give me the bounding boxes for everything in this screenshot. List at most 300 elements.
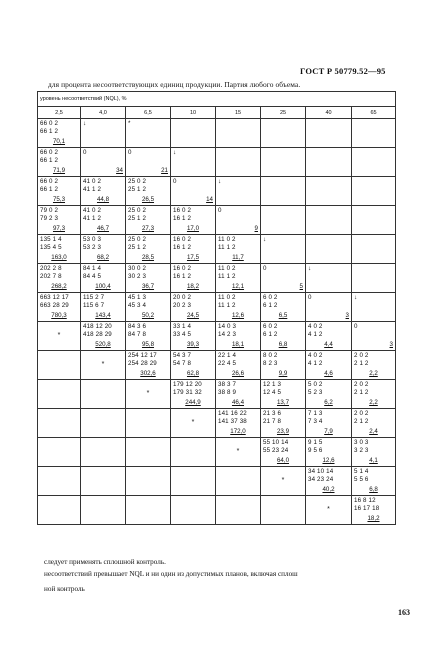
plan-line: 45 1 3 bbox=[128, 294, 147, 301]
lot-size-value: 100,4 bbox=[95, 283, 111, 290]
table-cell bbox=[38, 293, 81, 322]
lot-size-value: 50,2 bbox=[141, 312, 155, 319]
plan-line: 84 4 5 bbox=[83, 273, 102, 280]
lot-size-value: 46,7 bbox=[96, 225, 110, 232]
plan-line: 79 0 2 bbox=[40, 207, 59, 214]
table-cell bbox=[38, 322, 81, 351]
table-cell bbox=[38, 380, 81, 409]
table-cell bbox=[126, 293, 171, 322]
plan-line: 38 8 9 bbox=[218, 389, 237, 396]
lot-size-value: 9,9 bbox=[278, 370, 288, 377]
lot-size-value: 143,4 bbox=[95, 312, 111, 319]
lot-size-value: 11,7 bbox=[232, 254, 244, 261]
table-row bbox=[38, 119, 396, 148]
plan-line: 53 0 3 bbox=[83, 236, 102, 243]
table-cell bbox=[38, 438, 81, 467]
table-cell bbox=[126, 496, 171, 525]
table-cell bbox=[261, 496, 306, 525]
table-row bbox=[38, 380, 396, 409]
lot-size-value: 95,8 bbox=[141, 341, 155, 348]
table-cell bbox=[261, 322, 306, 351]
plan-line: 66 0 2 bbox=[40, 149, 59, 156]
cell-marker: * bbox=[146, 390, 150, 397]
table-cell bbox=[171, 467, 216, 496]
plan-line: 254 12 17 bbox=[128, 352, 157, 359]
plan-line: 0 bbox=[263, 265, 267, 272]
table-cell bbox=[261, 409, 306, 438]
plan-line: 54 7 8 bbox=[173, 360, 192, 367]
table-cell bbox=[216, 380, 261, 409]
plan-line: 0 bbox=[354, 323, 358, 330]
table-cell bbox=[306, 264, 352, 293]
lot-size-value: 4,4 bbox=[324, 341, 333, 348]
plan-line: 16 0 2 bbox=[173, 207, 192, 214]
plan-line: ↓ bbox=[173, 149, 177, 156]
plan-line: 8 0 2 bbox=[263, 352, 278, 359]
column-header: 65 bbox=[352, 107, 396, 119]
table-cell bbox=[261, 293, 306, 322]
column-header: 2,5 bbox=[38, 107, 81, 119]
lot-size-value: 12,6 bbox=[231, 312, 245, 319]
plan-line: 34 23 24 bbox=[308, 476, 334, 483]
table-cell bbox=[352, 351, 396, 380]
lot-size-value: 18,2 bbox=[186, 283, 200, 290]
table-cell bbox=[126, 206, 171, 235]
lot-size-value: 17,0 bbox=[186, 225, 200, 232]
table-cell bbox=[352, 409, 396, 438]
lot-size-value: 13,7 bbox=[276, 399, 290, 406]
table-cell bbox=[306, 206, 352, 235]
plan-line: 55 23 24 bbox=[263, 447, 289, 454]
plan-line: 2 0 2 bbox=[354, 381, 369, 388]
table-cell bbox=[261, 467, 306, 496]
plan-line: 12 1 3 bbox=[263, 381, 282, 388]
lot-size-value: 21 bbox=[161, 167, 168, 174]
plan-line: 38 3 7 bbox=[218, 381, 237, 388]
plan-line: 22 1 4 bbox=[218, 352, 237, 359]
table-cell bbox=[81, 438, 126, 467]
table-cell bbox=[261, 235, 306, 264]
plan-line: 33 1 4 bbox=[173, 323, 192, 330]
plan-line: 115 2 7 bbox=[83, 294, 105, 301]
table-cell bbox=[81, 496, 126, 525]
lot-size-value: 26,5 bbox=[141, 196, 155, 203]
table-cell bbox=[352, 119, 396, 148]
plan-line: 21 3 6 bbox=[263, 410, 282, 417]
plan-line: 11 0 2 bbox=[218, 236, 236, 243]
lot-size-value: 46,4 bbox=[231, 399, 245, 406]
table-cell bbox=[38, 235, 81, 264]
table-cell bbox=[306, 293, 352, 322]
lot-size-value: 68,2 bbox=[96, 254, 110, 261]
plan-line: 25 0 2 bbox=[128, 236, 147, 243]
plan-line: 16 0 2 bbox=[173, 265, 192, 272]
table-cell bbox=[352, 438, 396, 467]
table-cell bbox=[306, 409, 352, 438]
table-cell bbox=[38, 264, 81, 293]
plan-line: 25 0 2 bbox=[128, 207, 147, 214]
column-header: 6,5 bbox=[126, 107, 171, 119]
table-cell bbox=[306, 235, 352, 264]
table-cell bbox=[306, 380, 352, 409]
plan-line: 11 1 2 bbox=[218, 273, 236, 280]
lot-size-value: 9 bbox=[254, 225, 258, 232]
lot-size-value: 70,1 bbox=[52, 138, 66, 145]
plan-line: 135 4 5 bbox=[40, 244, 62, 251]
table-cell bbox=[306, 438, 352, 467]
column-header: 25 bbox=[261, 107, 306, 119]
plan-line: 33 4 5 bbox=[173, 331, 192, 338]
plan-line: 9 1 5 bbox=[308, 439, 323, 446]
table-cell bbox=[126, 380, 171, 409]
table-cell bbox=[171, 351, 216, 380]
lot-size-value: 14 bbox=[206, 196, 213, 203]
plan-line: 179 31 32 bbox=[173, 389, 202, 396]
table-cell bbox=[352, 148, 396, 177]
plan-line: 11 0 2 bbox=[218, 294, 236, 301]
plan-line: 4 1 2 bbox=[308, 360, 323, 367]
lot-size-value: 520,8 bbox=[95, 341, 111, 348]
table-cell bbox=[171, 206, 216, 235]
plan-line: 41 0 2 bbox=[83, 207, 102, 214]
plan-line: 115 6 7 bbox=[83, 302, 105, 309]
plan-line: 54 3 7 bbox=[173, 352, 192, 359]
table-cell bbox=[126, 351, 171, 380]
table-cell bbox=[352, 235, 396, 264]
plan-line: 2 0 2 bbox=[354, 352, 369, 359]
table-cell bbox=[81, 351, 126, 380]
plan-line: 25 1 2 bbox=[128, 215, 147, 222]
cell-marker: * bbox=[281, 477, 285, 484]
plan-line: 25 1 2 bbox=[128, 186, 147, 193]
table-cell bbox=[216, 264, 261, 293]
table-cell bbox=[38, 496, 81, 525]
table-cell bbox=[261, 119, 306, 148]
plan-line: 9 5 6 bbox=[308, 447, 323, 454]
table-cell bbox=[38, 409, 81, 438]
plan-line: 418 28 29 bbox=[83, 331, 112, 338]
plan-line: 20 2 3 bbox=[173, 302, 192, 309]
table-cell bbox=[216, 206, 261, 235]
plan-line: 2 1 2 bbox=[354, 418, 369, 425]
table-row bbox=[38, 351, 396, 380]
lot-size-value: 34 bbox=[116, 167, 123, 174]
table-cell bbox=[352, 206, 396, 235]
plan-line: * bbox=[128, 120, 131, 127]
plan-line: 254 28 29 bbox=[128, 360, 157, 367]
table-caption: для процента несоответствующих единиц продукции. Партия любого объема. bbox=[48, 80, 301, 89]
lot-size-value: 23,9 bbox=[276, 428, 290, 435]
plan-line: 135 1 4 bbox=[40, 236, 62, 243]
plan-line: 663 12 17 bbox=[40, 294, 69, 301]
table-cell bbox=[306, 467, 352, 496]
lot-size-value: 27,3 bbox=[141, 225, 155, 232]
table-cell bbox=[126, 438, 171, 467]
table-cell bbox=[171, 119, 216, 148]
table-row bbox=[38, 235, 396, 264]
table-cell bbox=[171, 496, 216, 525]
lot-size-value: 18,2 bbox=[367, 515, 380, 522]
plan-line: 0 bbox=[128, 149, 132, 156]
lot-size-value: 26,6 bbox=[231, 370, 245, 377]
table-cell bbox=[306, 119, 352, 148]
plan-line: 16 1 2 bbox=[173, 273, 192, 280]
table-cell bbox=[352, 293, 396, 322]
lot-size-value: 97,3 bbox=[52, 225, 66, 232]
plan-line: ↓ bbox=[263, 236, 267, 243]
lot-size-value: 3 bbox=[389, 341, 393, 348]
table-row bbox=[38, 177, 396, 206]
table-cell bbox=[126, 409, 171, 438]
lot-size-value: 4,1 bbox=[369, 457, 378, 464]
table-cell bbox=[171, 322, 216, 351]
table-cell bbox=[352, 380, 396, 409]
lot-size-value: 39,3 bbox=[186, 341, 200, 348]
cell-marker: * bbox=[191, 419, 195, 426]
cell-marker: * bbox=[327, 506, 330, 513]
plan-line: 0 bbox=[218, 207, 222, 214]
lot-size-value: 6,5 bbox=[278, 312, 288, 319]
lot-size-value: 3 bbox=[345, 312, 349, 319]
table-cell bbox=[81, 380, 126, 409]
plan-line: 0 bbox=[83, 149, 87, 156]
standard-title: ГОСТ Р 50779.52—95 bbox=[300, 66, 386, 76]
plan-line: 6 0 2 bbox=[263, 294, 278, 301]
table-cell bbox=[81, 206, 126, 235]
table-cell bbox=[126, 235, 171, 264]
lot-size-value: 7,9 bbox=[324, 428, 333, 435]
plan-line: 7 1 3 bbox=[308, 410, 323, 417]
lot-size-value: 268,2 bbox=[51, 283, 67, 290]
plan-line: 11 0 2 bbox=[218, 265, 236, 272]
plan-line: 66 0 2 bbox=[40, 120, 59, 127]
plan-line: 5 0 2 bbox=[308, 381, 323, 388]
plan-line: 66 1 2 bbox=[40, 157, 59, 164]
plan-line: 6 0 2 bbox=[263, 323, 278, 330]
plan-line: ↓ bbox=[218, 178, 222, 185]
plan-line: 2 1 2 bbox=[354, 389, 369, 396]
plan-line: 11 1 2 bbox=[218, 302, 236, 309]
table-cell bbox=[126, 322, 171, 351]
plan-line: 5 2 3 bbox=[308, 389, 323, 396]
table-cell bbox=[352, 264, 396, 293]
table-cell bbox=[171, 438, 216, 467]
table-cell bbox=[306, 177, 352, 206]
plan-line: 41 1 2 bbox=[83, 215, 102, 222]
plan-line: 55 10 14 bbox=[263, 439, 289, 446]
lot-size-value: 62,8 bbox=[186, 370, 200, 377]
table-cell bbox=[171, 264, 216, 293]
table-cell bbox=[81, 148, 126, 177]
lot-size-value: 2,2 bbox=[369, 370, 378, 377]
lot-size-value: 172,0 bbox=[230, 428, 246, 435]
table-cell bbox=[216, 322, 261, 351]
cell-marker: * bbox=[101, 361, 105, 368]
table-cell bbox=[352, 322, 396, 351]
table-cell bbox=[81, 322, 126, 351]
table-cell bbox=[261, 438, 306, 467]
plan-line: 84 7 8 bbox=[128, 331, 147, 338]
table-cell bbox=[306, 322, 352, 351]
column-header: 15 bbox=[216, 107, 261, 119]
table-cell bbox=[38, 351, 81, 380]
plan-line: 6 1 2 bbox=[263, 331, 278, 338]
table-cell bbox=[171, 235, 216, 264]
plan-line: 6 1 2 bbox=[263, 302, 278, 309]
column-header: 10 bbox=[171, 107, 216, 119]
plan-line: ↓ bbox=[308, 265, 312, 272]
plan-line: ↓ bbox=[354, 294, 358, 301]
footnote-line-3: ной контроль bbox=[44, 585, 85, 593]
plan-line: 4 0 2 bbox=[308, 352, 323, 359]
table-cell bbox=[38, 467, 81, 496]
table-row bbox=[38, 293, 396, 322]
lot-size-value: 75,3 bbox=[52, 196, 66, 203]
lot-size-value: 780,3 bbox=[51, 312, 67, 319]
column-header: 4,0 bbox=[81, 107, 126, 119]
table-row bbox=[38, 467, 396, 496]
table-cell bbox=[216, 148, 261, 177]
lot-size-value: 12,6 bbox=[322, 457, 335, 464]
lot-size-value: 17,5 bbox=[186, 254, 200, 261]
plan-line: 16 1 2 bbox=[173, 215, 192, 222]
table-row bbox=[38, 409, 396, 438]
plan-line: 66 0 2 bbox=[40, 178, 59, 185]
lot-size-value: 2,2 bbox=[369, 399, 378, 406]
table-cell bbox=[38, 177, 81, 206]
lot-size-value: 6,8 bbox=[369, 486, 378, 493]
table-cell bbox=[216, 409, 261, 438]
table-cell bbox=[216, 496, 261, 525]
table-cell bbox=[81, 177, 126, 206]
table-cell bbox=[216, 177, 261, 206]
page-number: 163 bbox=[398, 608, 410, 617]
table-cell bbox=[306, 351, 352, 380]
lot-size-value: 6,2 bbox=[324, 399, 333, 406]
plan-line: 66 1 2 bbox=[40, 186, 59, 193]
lot-size-value: 163,0 bbox=[51, 254, 67, 261]
table-cell bbox=[81, 264, 126, 293]
footnote-line-1: следует применять сплошной контроль. bbox=[44, 558, 166, 566]
table-cell bbox=[126, 264, 171, 293]
table-cell bbox=[81, 235, 126, 264]
level-header-cell bbox=[38, 92, 396, 107]
plan-line: 141 16 22 bbox=[218, 410, 247, 417]
table-cell bbox=[216, 438, 261, 467]
plan-line: 22 4 5 bbox=[218, 360, 237, 367]
lot-size-value: 36,7 bbox=[141, 283, 155, 290]
plan-line: 4 1 2 bbox=[308, 331, 323, 338]
plan-line: 30 0 2 bbox=[128, 265, 147, 272]
cell-marker: * bbox=[57, 332, 61, 339]
table-row bbox=[38, 496, 396, 525]
table-cell bbox=[171, 293, 216, 322]
table-cell bbox=[352, 496, 396, 525]
table-cell bbox=[38, 206, 81, 235]
plan-line: 84 1 4 bbox=[83, 265, 102, 272]
lot-size-value: 2,4 bbox=[369, 428, 378, 435]
plan-line: 16 17 18 bbox=[354, 505, 380, 512]
table-row bbox=[38, 264, 396, 293]
plan-line: 20 0 2 bbox=[173, 294, 192, 301]
table-cell bbox=[352, 177, 396, 206]
plan-line: 21 7 8 bbox=[263, 418, 282, 425]
lot-size-value: 6,8 bbox=[278, 341, 288, 348]
plan-line: 663 28 29 bbox=[40, 302, 69, 309]
table-cell bbox=[171, 177, 216, 206]
plan-line: 53 2 3 bbox=[83, 244, 102, 251]
table-row bbox=[38, 206, 396, 235]
lot-size-value: 44,8 bbox=[96, 196, 110, 203]
lot-size-value: 12,1 bbox=[231, 283, 245, 290]
table-row bbox=[38, 438, 396, 467]
table-cell bbox=[126, 467, 171, 496]
plan-line: 16 0 2 bbox=[173, 236, 192, 243]
lot-size-value: 4,6 bbox=[324, 370, 333, 377]
plan-line: 66 1 2 bbox=[40, 128, 59, 135]
table-row bbox=[38, 148, 396, 177]
plan-line: 202 7 8 bbox=[40, 273, 62, 280]
lot-size-value: 71,9 bbox=[52, 167, 66, 174]
lot-size-value: 5 bbox=[299, 283, 303, 290]
lot-size-value: 28,5 bbox=[141, 254, 155, 261]
plan-line: 34 10 14 bbox=[308, 468, 334, 475]
plan-line: 202 2 8 bbox=[40, 265, 62, 272]
plan-line: 3 0 3 bbox=[354, 439, 369, 446]
table-row bbox=[38, 322, 396, 351]
table-cell bbox=[38, 148, 81, 177]
table-cell bbox=[216, 467, 261, 496]
plan-line: 418 12 20 bbox=[83, 323, 112, 330]
table-cell bbox=[81, 119, 126, 148]
table-cell bbox=[216, 293, 261, 322]
table-cell bbox=[81, 293, 126, 322]
table-cell bbox=[81, 409, 126, 438]
plan-line: 5 5 6 bbox=[354, 476, 369, 483]
plan-line: 14 0 3 bbox=[218, 323, 237, 330]
lot-size-value: 40,2 bbox=[322, 486, 335, 493]
plan-line: 3 2 3 bbox=[354, 447, 369, 454]
column-header: 40 bbox=[306, 107, 352, 119]
table-cell bbox=[171, 148, 216, 177]
lot-size-value: 302,6 bbox=[140, 370, 156, 377]
table-cell bbox=[216, 351, 261, 380]
lot-size-value: 64,0 bbox=[276, 457, 290, 464]
cell-marker: * bbox=[236, 448, 240, 455]
plan-line: 5 1 4 bbox=[354, 468, 369, 475]
table-cell bbox=[126, 148, 171, 177]
table-cell bbox=[261, 206, 306, 235]
plan-line: 179 12 20 bbox=[173, 381, 202, 388]
plan-line: 79 2 3 bbox=[40, 215, 59, 222]
table-cell bbox=[216, 235, 261, 264]
plan-line: 0 bbox=[173, 178, 177, 185]
plan-line: 2 0 2 bbox=[354, 410, 369, 417]
plan-line: 2 1 2 bbox=[354, 360, 369, 367]
plan-line: 45 3 4 bbox=[128, 302, 147, 309]
plan-line: 25 0 2 bbox=[128, 178, 147, 185]
plan-line: 14 2 3 bbox=[218, 331, 237, 338]
table-cell bbox=[306, 496, 352, 525]
lot-size-value: 24,5 bbox=[186, 312, 200, 319]
table-cell bbox=[261, 264, 306, 293]
table-cell bbox=[38, 119, 81, 148]
table-cell bbox=[171, 409, 216, 438]
table-cell bbox=[261, 351, 306, 380]
plan-line: 12 4 5 bbox=[263, 389, 282, 396]
plan-line: ↓ bbox=[83, 120, 87, 127]
sampling-plans-table bbox=[37, 91, 396, 525]
